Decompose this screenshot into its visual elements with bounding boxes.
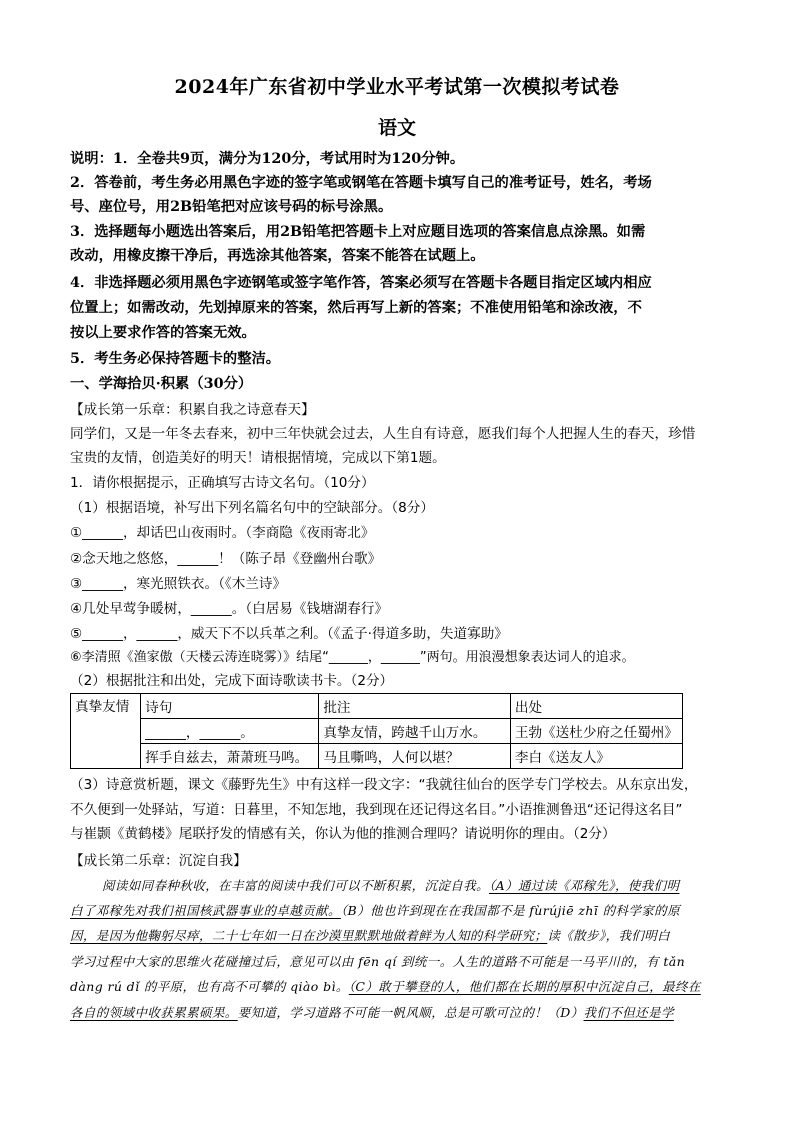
passage-line	[70, 926, 670, 944]
passage-sentence-d-label: （D）	[547, 1005, 584, 1020]
table-row	[71, 694, 683, 719]
page-title: 2024年广东省初中学业水平考试第一次模拟考试卷	[174, 76, 620, 98]
question-text-line: 不久便到一处驿站，写道：日暮里，不知怎地，我到现在还记得这名目。”小语推测鲁迅“还记得这名目”	[70, 802, 683, 818]
passage-line: 学习过程中大家的思维火花碰撞过后，意见可以由 fēn qí 到统一。人生的道路不可能是一马平川的，有 tǎn	[70, 954, 686, 969]
reading-card-table	[70, 693, 683, 769]
passage-line	[70, 977, 701, 995]
passage-sentence-a-cont: 白了邓稼先对我们祖国核武器事业的卓越贡献。	[70, 903, 341, 918]
fill-item: ③______，寒光照铁衣。（《木兰诗》	[70, 576, 287, 592]
fill-item: ②念天地之悠悠，______！（陈子昂《登幽州台歌》	[70, 551, 382, 567]
poem-cell: 挥手自兹去，萧萧班马鸣。	[141, 744, 319, 769]
passage-text: 要知道，学习道路不可能一帆风顺，总是可歌可泣的！	[237, 1005, 548, 1020]
instruction-line: 5．考生务必保持答题卡的整洁。	[70, 351, 281, 367]
instruction-line: 号、座位号，用2B铅笔把对应该号码的标号涂黑。	[70, 199, 393, 215]
fill-item: ④几处早莺争暖树，______。（白居易《钱塘湖春行》	[70, 601, 389, 617]
passage-sentence-c: （C）敢于攀登的人，他们都在长期的厚积中沉淀自己，最终在	[348, 979, 701, 994]
question-text-line: （3）诗意赏析题，课文《藤野先生》中有这样一段文字：“我就往仙台的医学专门学校去。从东京出发，	[70, 777, 698, 793]
row-header-cell: 真挚友情	[71, 694, 141, 769]
chapter-heading: 【成长第二乐章：沉淀自我】	[70, 853, 247, 869]
source-cell: 王勃《送杜少府之任蜀州》	[510, 719, 682, 744]
note-cell: 马且嘶鸣，人何以堪？	[319, 744, 511, 769]
intro-line: 同学们，又是一年冬去春来，初中三年快就会过去，人生自有诗意，愿我们每个人把握人生的春天，珍惜	[70, 426, 696, 442]
section-heading: 一、学海拾贝·积累（30分）	[70, 376, 253, 392]
passage-sentence-a: （A）通过读《邓稼先》，使我们明	[489, 878, 680, 893]
passage-text: dàng rú dǐ 的平原，也有高不可攀的 qiào bì。	[70, 979, 349, 994]
poem-cell: ______，______。	[141, 719, 319, 744]
fill-item: ⑤______，______，威天下不以兵革之利。（《孟子·得道多助，失道寡助》	[70, 626, 508, 642]
passage-text: 阅读如同春种秋收，在丰富的阅读中我们可以不断积累，沉淀自我。	[102, 878, 490, 893]
column-header-note: 批注	[319, 694, 511, 719]
passage-sentence-c-cont: 各自的领域中收获累累硕果。	[70, 1005, 238, 1020]
fill-item: ⑥李清照《渔家傲（天楼云涛连晓雾）》结尾“______，______”两句。用浪漫想象表达词人的追求。	[70, 650, 635, 665]
fill-item: ①______，却话巴山夜雨时。（李商隐《夜雨寄北》	[70, 525, 375, 541]
passage-line	[102, 876, 679, 894]
chapter-heading: 【成长第一乐章：积累自我之诗意春天】	[70, 402, 315, 418]
passage-line	[70, 901, 680, 919]
table-row	[71, 719, 683, 744]
instruction-line: 改动，用橡皮擦干净后，再选涂其他答案，答案不能答在试题上。	[70, 248, 485, 264]
passage-text: 读《散步》，我们明白	[547, 928, 671, 943]
instruction-line: 按以上要求作答的答案无效。	[70, 325, 256, 341]
sub-question-stem: （1）根据语境，补写出下列名篇名句中的空缺部分。（8分）	[70, 500, 434, 516]
instruction-line: 说明：1．全卷共9页，满分为120分，考试用时为120分钟。	[70, 151, 465, 167]
passage-sentence-b-cont: 因，是因为他鞠躬尽瘁，二十七年如一日在沙漠里默默地做着鲜为人知的科学研究；	[70, 928, 548, 943]
column-header-poem: 诗句	[141, 694, 319, 719]
passage-line	[70, 1003, 674, 1021]
column-header-source: 出处	[510, 694, 682, 719]
passage-sentence-b: （B）他也许到现在在我国都不是 fùrújiē zhī 的科学家的原	[340, 903, 680, 918]
instruction-line: 位置上；如需改动，先划掉原来的答案，然后再写上新的答案；不准使用铅笔和涂改液，不	[70, 300, 642, 316]
instruction-line: 4．非选择题必须用黑色字迹钢笔或签字笔作答，答案必须写在答题卡各题目指定区域内相应	[70, 275, 652, 291]
source-cell: 李白《送友人》	[510, 744, 682, 769]
passage-sentence-d: 我们不但还是学	[583, 1005, 674, 1020]
question-stem: 1．请你根据提示，正确填写古诗文名句。（10分）	[70, 475, 375, 491]
sub-question-stem: （2）根据批注和出处，完成下面诗歌读书卡。（2分）	[70, 673, 394, 689]
intro-line: 宝贵的友情，创造美好的明天！请根据情境，完成以下第1题。	[70, 450, 446, 466]
instruction-line: 3．选择题每小题选出答案后，用2B铅笔把答题卡上对应题目选项的答案信息点涂黑。如需	[70, 224, 646, 240]
table-row	[71, 744, 683, 769]
note-cell: 真挚友情，跨越千山万水。	[319, 719, 511, 744]
subject-title: 语文	[377, 117, 416, 139]
question-text-line: 与崔颢《黄鹤楼》尾联抒发的情感有关，你认为他的推测合理吗？请说明你的理由。（2分）	[70, 826, 616, 842]
instruction-line: 2．答卷前，考生务必用黑色字迹的签字笔或钢笔在答题卡填写自己的准考证号，姓名，考场	[70, 175, 652, 191]
